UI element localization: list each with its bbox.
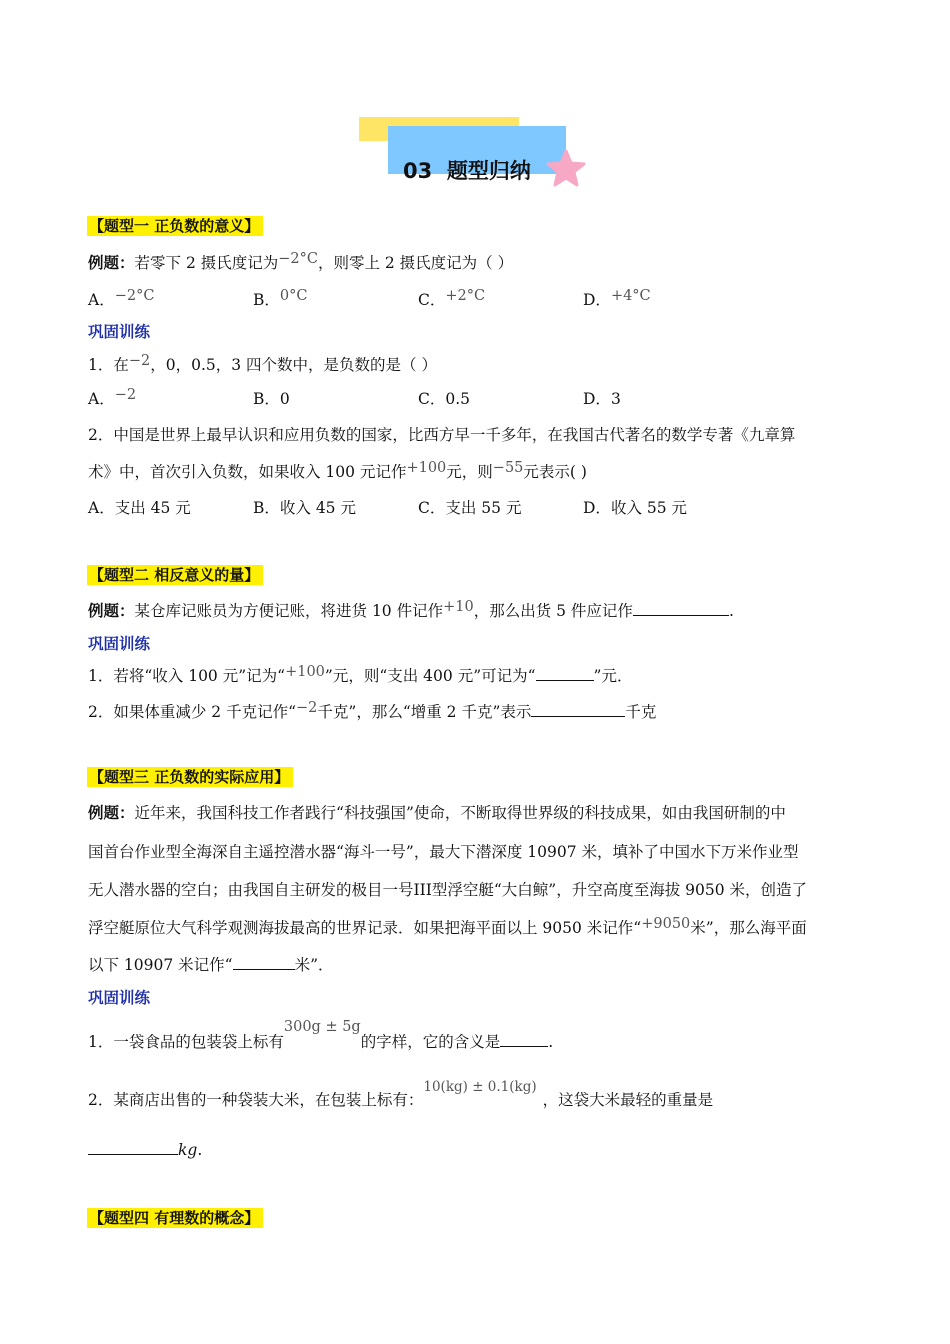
- q-text: 浮空艇原位大气科学观测海拔最高的世界记录．如果把海平面以上 9050 米记作“: [88, 919, 642, 937]
- q-text: ”元．: [593, 667, 633, 685]
- option-letter: C．: [418, 499, 446, 517]
- q-text: .: [548, 1033, 554, 1051]
- q-text: .: [728, 602, 734, 620]
- q-text: ，那么出货 5 件应记作: [473, 602, 633, 620]
- option-a: [88, 496, 191, 518]
- answer-blank[interactable]: [88, 1140, 178, 1155]
- q-text: 1．若将“收入 100 元”记为“: [88, 667, 286, 685]
- section-heading-3: 【题型三 正负数的实际应用】: [87, 767, 293, 787]
- s1-q2-line1: 2．中国是世界上最早认识和应用负数的国家，比西方早一千多年，在我国古代著名的数学专著《九章算: [88, 426, 796, 444]
- q-text: 某仓库记账员为方便记账，将进货 10 件记作: [134, 602, 444, 620]
- option-b: [253, 496, 356, 518]
- q-text: 术》中，首次引入负数，如果收入 100 元记作: [88, 463, 407, 481]
- option-letter: B．: [253, 291, 280, 309]
- train-heading-3: 巩固训练: [88, 989, 151, 1007]
- option-math: −2°C: [114, 288, 155, 304]
- option-letter: A．: [88, 390, 115, 408]
- example-label: 例题：: [88, 803, 135, 822]
- q-math: +10: [443, 599, 474, 615]
- option-c: [418, 288, 485, 310]
- option-math: 0°C: [279, 288, 308, 304]
- s2-q2: [88, 700, 656, 722]
- q-text: 1．一袋食品的包装袋上标有: [88, 1033, 284, 1051]
- option-text: 0.5: [445, 390, 471, 408]
- q-text: 米”，那么海平面: [690, 919, 807, 937]
- section-heading-1: 【题型一 正负数的意义】: [87, 216, 263, 236]
- q-math: −2: [296, 700, 318, 716]
- option-text: 支出 45 元: [114, 499, 191, 517]
- option-letter: D．: [583, 499, 611, 517]
- q-math: −2: [128, 353, 151, 369]
- q-text: ，0，0.5，3 四个数中，是负数的是（ ）: [150, 356, 437, 374]
- s1-example: [88, 251, 513, 273]
- s3-example-line5: [88, 953, 334, 975]
- option-text: 收入 45 元: [279, 499, 356, 517]
- s1-example-math: −2°C: [278, 251, 318, 267]
- star-icon: [546, 150, 586, 188]
- answer-blank[interactable]: [536, 666, 594, 681]
- option-text: 支出 55 元: [445, 499, 522, 517]
- option-letter: B．: [253, 390, 280, 408]
- q-text: ”元，则“支出 400 元”可记为“: [324, 667, 536, 685]
- option-d: [583, 288, 651, 310]
- q-math: +9050: [641, 916, 691, 932]
- option-math: +4°C: [610, 288, 651, 304]
- q-text: 元，则: [446, 463, 493, 481]
- s1-example-post: ，则零上 2 摄氏度记为（ ）: [317, 254, 514, 272]
- header-title-text: 题型归纳: [446, 159, 531, 183]
- q-text: 元表示( ): [523, 463, 587, 481]
- option-letter: C．: [418, 291, 446, 309]
- q-text: 千克”，那么“增重 2 千克”表示: [317, 703, 532, 721]
- s3-q2-tail: [88, 1140, 202, 1159]
- answer-blank[interactable]: [531, 702, 625, 717]
- example-label: 例题：: [88, 253, 135, 272]
- option-letter: C．: [418, 390, 446, 408]
- option-letter: A．: [88, 499, 115, 517]
- q-text: ，这袋大米最轻的重量是: [542, 1091, 714, 1109]
- option-d: [583, 496, 687, 518]
- q-text: 的字样，它的含义是: [360, 1033, 501, 1051]
- train-heading-2: 巩固训练: [88, 635, 151, 653]
- s2-example: [88, 599, 734, 621]
- option-c: [418, 496, 521, 518]
- q-math: 300g ± 5g: [283, 1019, 361, 1035]
- s3-example-line3: 无人潜水器的空白；由我国自主研发的极目一号III型浮空艇“大白鲸”，升空高度至海拔 9050 米，创造了: [88, 881, 808, 899]
- s3-example-line1: [88, 801, 786, 823]
- option-letter: B．: [253, 499, 280, 517]
- answer-blank[interactable]: [233, 955, 295, 970]
- option-a: [88, 387, 136, 409]
- q-text: 以下 10907 米记作“: [88, 956, 233, 974]
- s1-example-pre: 若零下 2 摄氏度记为: [134, 254, 279, 272]
- s3-q2: [88, 1079, 714, 1110]
- s2-q1: [88, 664, 632, 686]
- option-text: 收入 55 元: [610, 499, 688, 517]
- s1-q1: [88, 353, 437, 375]
- q-text: 2．某商店出售的一种袋装大米，在包装上标有：: [88, 1091, 424, 1109]
- q-text: 千克: [625, 703, 657, 721]
- q-text: 1．在: [88, 356, 129, 374]
- q-text: 2．如果体重减少 2 千克记作“: [88, 703, 297, 721]
- option-b: [253, 387, 290, 409]
- option-letter: D．: [583, 390, 611, 408]
- option-text: 3: [610, 390, 621, 408]
- s3-q1: [88, 1019, 554, 1052]
- train-heading-1: 巩固训练: [88, 323, 151, 341]
- example-label: 例题：: [88, 601, 135, 620]
- option-d: [583, 387, 621, 409]
- answer-blank[interactable]: [633, 601, 729, 616]
- s1-q2-line2: [88, 460, 587, 482]
- q-text: 米”．: [294, 956, 334, 974]
- option-b: [253, 288, 307, 310]
- option-text: 0: [279, 390, 290, 408]
- q-math: −55: [492, 460, 524, 476]
- option-c: [418, 387, 470, 409]
- q-text: .: [197, 1141, 203, 1159]
- header-number: 03: [403, 159, 433, 183]
- q-text: 近年来，我国科技工作者践行“科技强国”使命，不断取得世界级的科技成果，如由我国研制的中: [134, 804, 786, 822]
- q-math: 10(kg) ± 0.1(kg): [423, 1079, 537, 1095]
- answer-blank[interactable]: [500, 1032, 548, 1047]
- option-letter: D．: [583, 291, 611, 309]
- option-math: +2°C: [445, 288, 486, 304]
- unit-text: kg: [178, 1141, 198, 1159]
- section-heading-2: 【题型二 相反意义的量】: [87, 565, 263, 585]
- option-a: [88, 288, 154, 310]
- header-title: [403, 155, 531, 185]
- section-heading-4: 【题型四 有理数的概念】: [87, 1208, 263, 1228]
- q-math: +100: [406, 460, 447, 476]
- option-math: −2: [114, 387, 137, 403]
- option-letter: A．: [88, 291, 115, 309]
- s3-example-line4: [88, 916, 807, 938]
- q-math: +100: [285, 664, 325, 680]
- s3-example-line2: 国首台作业型全海深自主遥控潜水器“海斗一号”，最大下潜深度 10907 米，填补了中国水下万米作业型: [88, 843, 799, 861]
